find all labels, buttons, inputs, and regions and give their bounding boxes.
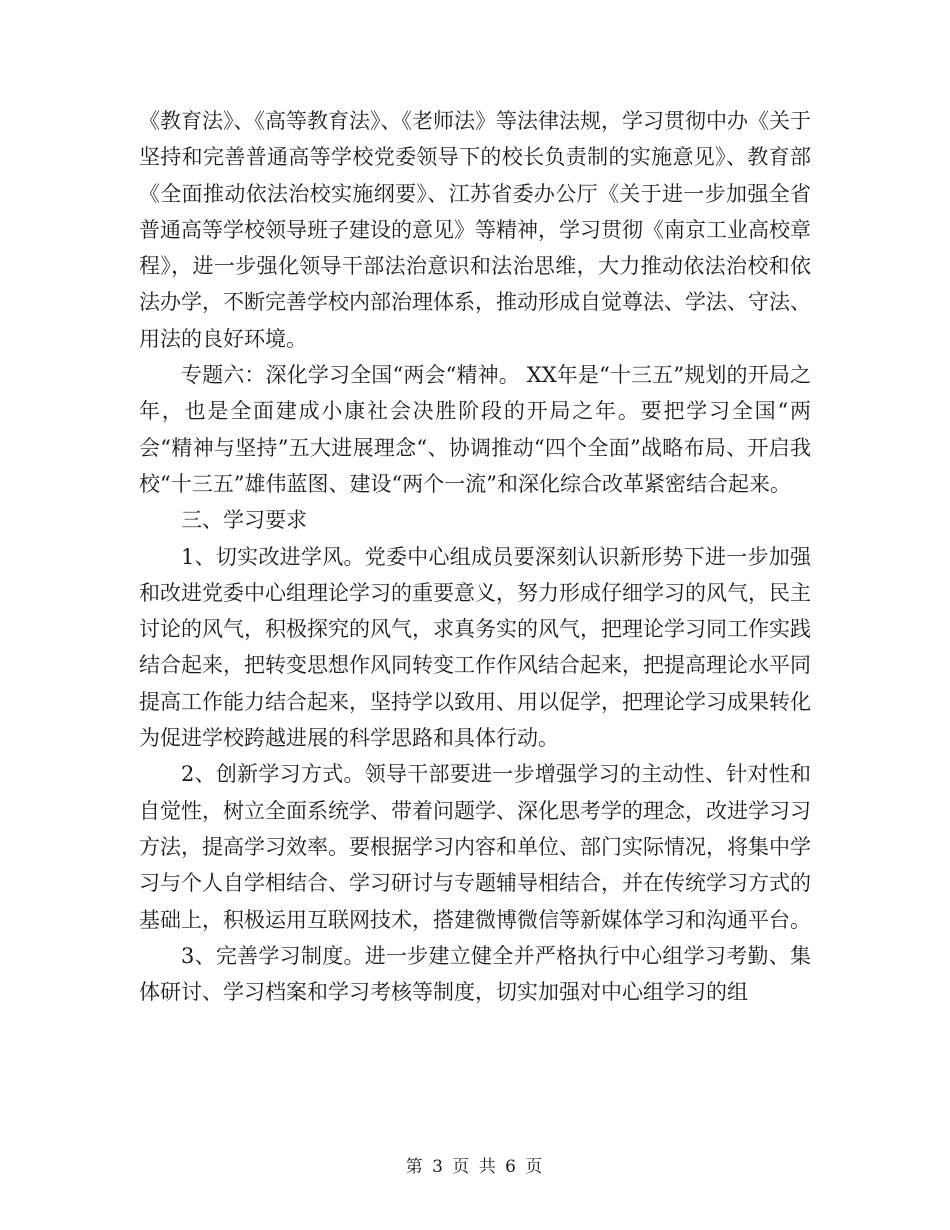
section-heading-study-requirements: 三、学习要求 — [181, 508, 307, 533]
paragraph-improve-study-system: 3、完善学习制度。进一步建立健全并严格执行中心组学习考勤、集体研讨、学习档案和学习考核等制度，切实加强对中心组学习的组 — [139, 943, 811, 1005]
paragraph-innovate-study-methods: 2、创新学习方式。领导干部要进一步增强学习的主动性、针对性和自觉性，树立全面系统学、带着问题学、深化思考学的理念，改进学习习方法，提高学习效率。要根据学习内容和单位、部门实际情况，将集中学习与个人自学相结合、学习研讨与专题辅导相结合，并在传统学习方式的基础上，积极运用互联网技术，搭建微博微信等新媒体学习和沟通平台。 — [139, 762, 811, 932]
paragraph-improve-study-style: 1、切实改进学风。党委中心组成员要深刻认识新形势下进一步加强和改进党委中心组理论学习的重要意义，努力形成仔细学习的风气，民主讨论的风气，积极探究的风气，求真务实的风气，把理论学习同工作实践结合起来，把转变思想作风同转变工作作风结合起来，把提高理论水平同提高工作能力结合起来，坚持学以致用、用以促学，把理论学习成果转化为促进学校跨越进展的科学思路和具体行动。 — [139, 544, 811, 751]
page-number-footer: 第 3 页 共 6 页 — [405, 1157, 545, 1177]
paragraph-law-study: 《教育法》、《高等教育法》、《老师法》等法律法规，学习贯彻中办《关于坚持和完善普通高等学校党委领导下的校长负责制的实施意见》、教育部《全面推动依法治校实施纲要》、江苏省委办公厅《关于进一步加强全省普通高等学校领导班子建设的意见》等精神，学习贯彻《南京工业高校章程》，进一步强化领导干部法治意识和法治思维，大力推动依法治校和依法办学，不断完善学校内部治理体系，推动形成自觉尊法、学法、守法、用法的良好环境。 — [139, 109, 811, 351]
paragraph-topic-six: 专题六：深化学习全国“两会“精神。 XX年是“十三五”规划的开局之年，也是全面建成小康社会决胜阶段的开局之年。要把学习全国“两会“精神与坚持”五大进展理念“、协调推动“四个全面”战略布局、开启我校“十三五”雄伟蓝图、建设“两个一流”和深化综合改革紧密结合起来。 — [139, 363, 811, 496]
document-body — [139, 103, 811, 1010]
